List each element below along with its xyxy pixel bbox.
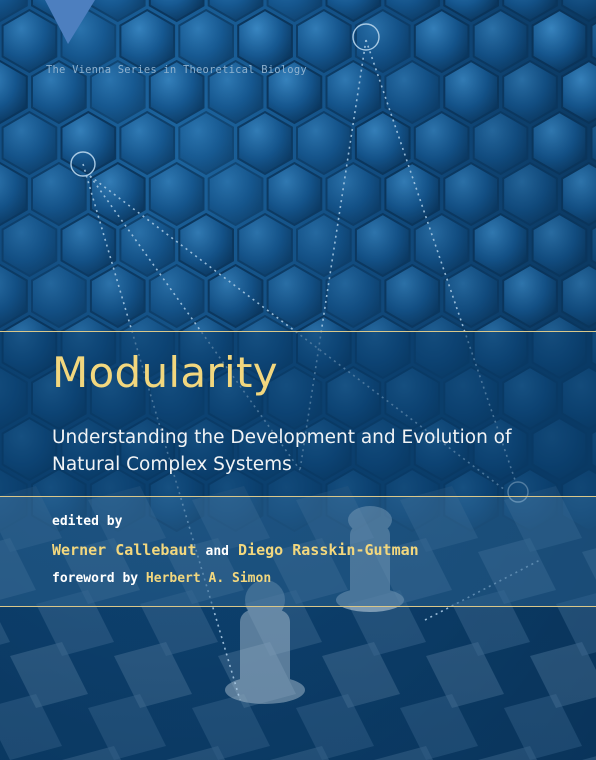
foreword-author: Herbert A. Simon <box>145 571 272 586</box>
editor-name-2: Diego Rasskin-Gutman <box>238 541 419 559</box>
divider-top <box>0 331 596 332</box>
edited-by-label: edited by <box>52 514 123 529</box>
divider-bottom <box>0 606 596 607</box>
book-title: Modularity <box>52 348 278 397</box>
foreword-label: foreword by <box>52 571 139 586</box>
editors-line <box>52 541 419 559</box>
editor-name-1: Werner Callebaut <box>52 541 197 559</box>
and-word: and <box>205 544 230 559</box>
series-title: The Vienna Series in Theoretical Biology <box>46 64 307 76</box>
book-subtitle: Understanding the Development and Evolution of Natural Complex Systems <box>52 427 512 475</box>
foreword-line <box>52 571 271 586</box>
divider-middle <box>0 496 596 497</box>
